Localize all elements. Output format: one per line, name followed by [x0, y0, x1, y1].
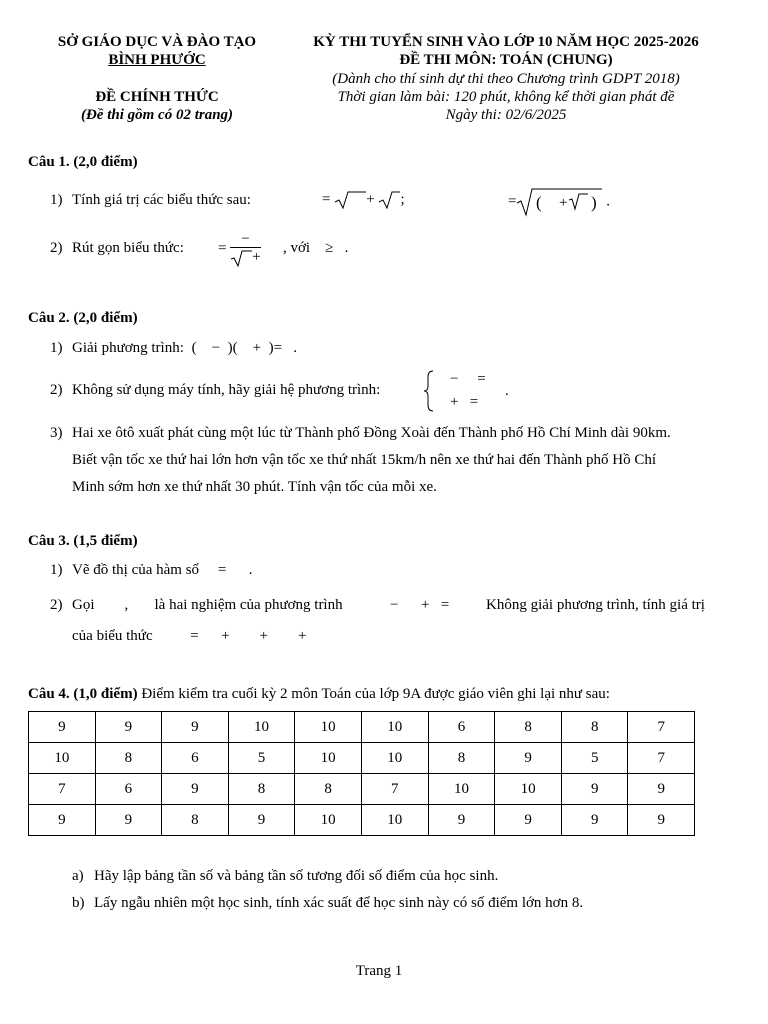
exam-program: (Dành cho thí sinh dự thi theo Chương trình GDPT 2018) [332, 71, 680, 87]
sqrt-icon [516, 187, 602, 217]
scores-table-body [29, 712, 695, 836]
scores-table [28, 711, 695, 836]
table-cell: 10 [228, 712, 295, 743]
q2-part3 [50, 425, 671, 442]
q1-p2-num: 2) [50, 240, 63, 256]
dept-line1: SỞ GIÁO DỤC VÀ ĐÀO TẠO [57, 34, 257, 50]
table-cell: 7 [628, 743, 695, 774]
exam-subject: ĐỀ THI MÔN: TOÁN (CHUNG) [399, 52, 613, 68]
q2-part2 [50, 382, 380, 399]
q2-system-eq1: − = [450, 371, 486, 387]
table-cell: 10 [295, 743, 362, 774]
system-brace-icon [423, 369, 435, 413]
table-cell: 6 [162, 743, 229, 774]
exam-title: KỲ THI TUYỂN SINH VÀO LỚP 10 NĂM HỌC 2025-2026 [313, 34, 699, 50]
q1-expr-a-plus: + [366, 191, 375, 208]
table-cell: 10 [295, 805, 362, 836]
q4-part-a: a) Hãy lập bảng tần số và bảng tần số tương đối số điểm của học sinh. [72, 868, 499, 884]
dept-line2: BÌNH PHƯỚC [108, 52, 206, 68]
table-cell: 7 [361, 774, 428, 805]
table-cell: 8 [228, 774, 295, 805]
table-cell: 9 [561, 774, 628, 805]
table-cell: 7 [628, 712, 695, 743]
q3-p2-num: 2) [50, 597, 63, 613]
table-cell: 10 [361, 805, 428, 836]
exam-duration: Thời gian làm bài: 120 phút, không kể thời gian phát đề [337, 89, 675, 105]
q2-system-eq2: + = [450, 394, 479, 410]
q3-p2-equation: − + = [390, 597, 450, 613]
q1-title: Câu 1. (2,0 điểm) [28, 154, 138, 170]
table-cell: 9 [95, 805, 162, 836]
q3-part2: 2) Gọi , là hai nghiệm của phương trình [50, 597, 343, 613]
q4-heading [28, 686, 610, 703]
q2-title: Câu 2. (2,0 điểm) [28, 310, 138, 326]
table-cell: 10 [428, 774, 495, 805]
q2-p3-line3: Minh sớm hơn xe thứ nhất 30 phút. Tính vận tốc của mỗi xe. [72, 479, 437, 495]
q1-p2-numerator: − [230, 231, 260, 248]
q3-title: Câu 3. (1,5 điểm) [28, 533, 138, 549]
q1-expr-a-semi: ; [400, 191, 405, 208]
table-cell: 8 [495, 712, 562, 743]
table-row [29, 743, 695, 774]
table-cell: 8 [95, 743, 162, 774]
q1-p2-denominator: + [230, 248, 260, 267]
table-cell: 10 [495, 774, 562, 805]
sqrt-icon [230, 249, 252, 267]
table-cell: 10 [29, 743, 96, 774]
q1-expr-a [322, 190, 405, 210]
svg-text:(: ( [536, 193, 543, 212]
q1-p2-text: Rút gọn biểu thức: [72, 240, 184, 256]
q1-p1-text: Tính giá trị các biểu thức sau: [72, 192, 251, 208]
table-cell: 7 [29, 774, 96, 805]
q1-part2 [50, 240, 184, 257]
table-cell: 9 [495, 805, 562, 836]
table-cell: 9 [628, 805, 695, 836]
q3-part1: 1) Vẽ đồ thị của hàm số = . [50, 562, 253, 578]
table-cell: 9 [495, 743, 562, 774]
q3-p1-num: 1) [50, 562, 63, 578]
table-cell: 9 [95, 712, 162, 743]
q2-p1-text: Giải phương trình: [72, 340, 184, 356]
q1-p2-fraction [230, 231, 260, 267]
table-cell: 6 [95, 774, 162, 805]
table-cell: 9 [228, 805, 295, 836]
sqrt-icon [334, 190, 366, 210]
q1-expr-a-eq: = [322, 191, 331, 208]
sqrt-icon [378, 190, 400, 210]
pages-note: (Đề thi gồm có 02 trang) [80, 107, 234, 123]
svg-text:): ) [591, 193, 598, 212]
svg-text:+: + [559, 195, 568, 211]
q2-p2-num: 2) [50, 382, 63, 398]
q3-p2-text-c: Không giải phương trình, tính giá trị [486, 597, 705, 613]
q1-p2-condition: , với ≥ . [283, 240, 349, 256]
q4-part-b: b) Lấy ngẫu nhiên một học sinh, tính xác suất để học sinh này có số điểm lớn hơn 8. [72, 895, 584, 911]
table-row [29, 712, 695, 743]
table-row [29, 805, 695, 836]
page-number: Trang 1 [355, 963, 403, 979]
table-cell: 6 [428, 712, 495, 743]
table-row [29, 774, 695, 805]
q2-part1 [50, 340, 297, 357]
table-cell: 9 [561, 805, 628, 836]
q1-part1 [50, 192, 251, 209]
table-cell: 9 [29, 712, 96, 743]
table-cell: 9 [428, 805, 495, 836]
q1-p2-geq: ≥ [325, 240, 334, 256]
q3-p2-line2: của biểu thức = + + + [72, 628, 307, 644]
q2-p3-num: 3) [50, 425, 63, 441]
q2-p1-num: 1) [50, 340, 63, 356]
table-cell: 8 [162, 805, 229, 836]
q1-expr-b [508, 187, 610, 217]
official-label: ĐỀ CHÍNH THỨC [95, 89, 219, 105]
q1-p2-tail: , với [283, 240, 311, 256]
table-cell: 5 [561, 743, 628, 774]
table-cell: 9 [628, 774, 695, 805]
q4-title: Câu 4. (1,0 điểm) [28, 686, 138, 702]
table-cell: 9 [29, 805, 96, 836]
q4-intro: Điểm kiểm tra cuối kỳ 2 môn Toán của lớp 9A được giáo viên ghi lại như sau: [137, 686, 610, 702]
q1-p2-eq: = [218, 240, 227, 257]
q2-p3-line1: Hai xe ôtô xuất phát cùng một lúc từ Thành phố Đồng Xoài đến Thành phố Hồ Chí Minh dài 90km. [72, 425, 671, 441]
table-cell: 10 [361, 743, 428, 774]
table-cell: 8 [561, 712, 628, 743]
table-cell: 8 [428, 743, 495, 774]
table-cell: 9 [162, 712, 229, 743]
q2-system-dot: . [505, 383, 509, 399]
exam-date: Ngày thi: 02/6/2025 [445, 107, 567, 123]
table-cell: 8 [295, 774, 362, 805]
q1-p1-num: 1) [50, 192, 63, 208]
q3-p1-text: Vẽ đồ thị của hàm số [72, 562, 200, 578]
q2-p3-line2: Biết vận tốc xe thứ hai lớn hơn vận tốc xe thứ nhất 15km/h nên xe thứ hai đến Thành phố Hồ Chí [72, 452, 657, 468]
q1-expr-b-dot: . [606, 193, 610, 210]
q2-p1-equation: ( − )( + )= . [191, 340, 298, 356]
table-cell: 9 [162, 774, 229, 805]
table-cell: 10 [295, 712, 362, 743]
q1-p2-expr [218, 231, 261, 267]
q1-expr-b-eq: = [508, 193, 517, 210]
q2-p2-text: Không sử dụng máy tính, hãy giải hệ phương trình: [72, 382, 381, 398]
table-cell: 5 [228, 743, 295, 774]
table-cell: 10 [361, 712, 428, 743]
